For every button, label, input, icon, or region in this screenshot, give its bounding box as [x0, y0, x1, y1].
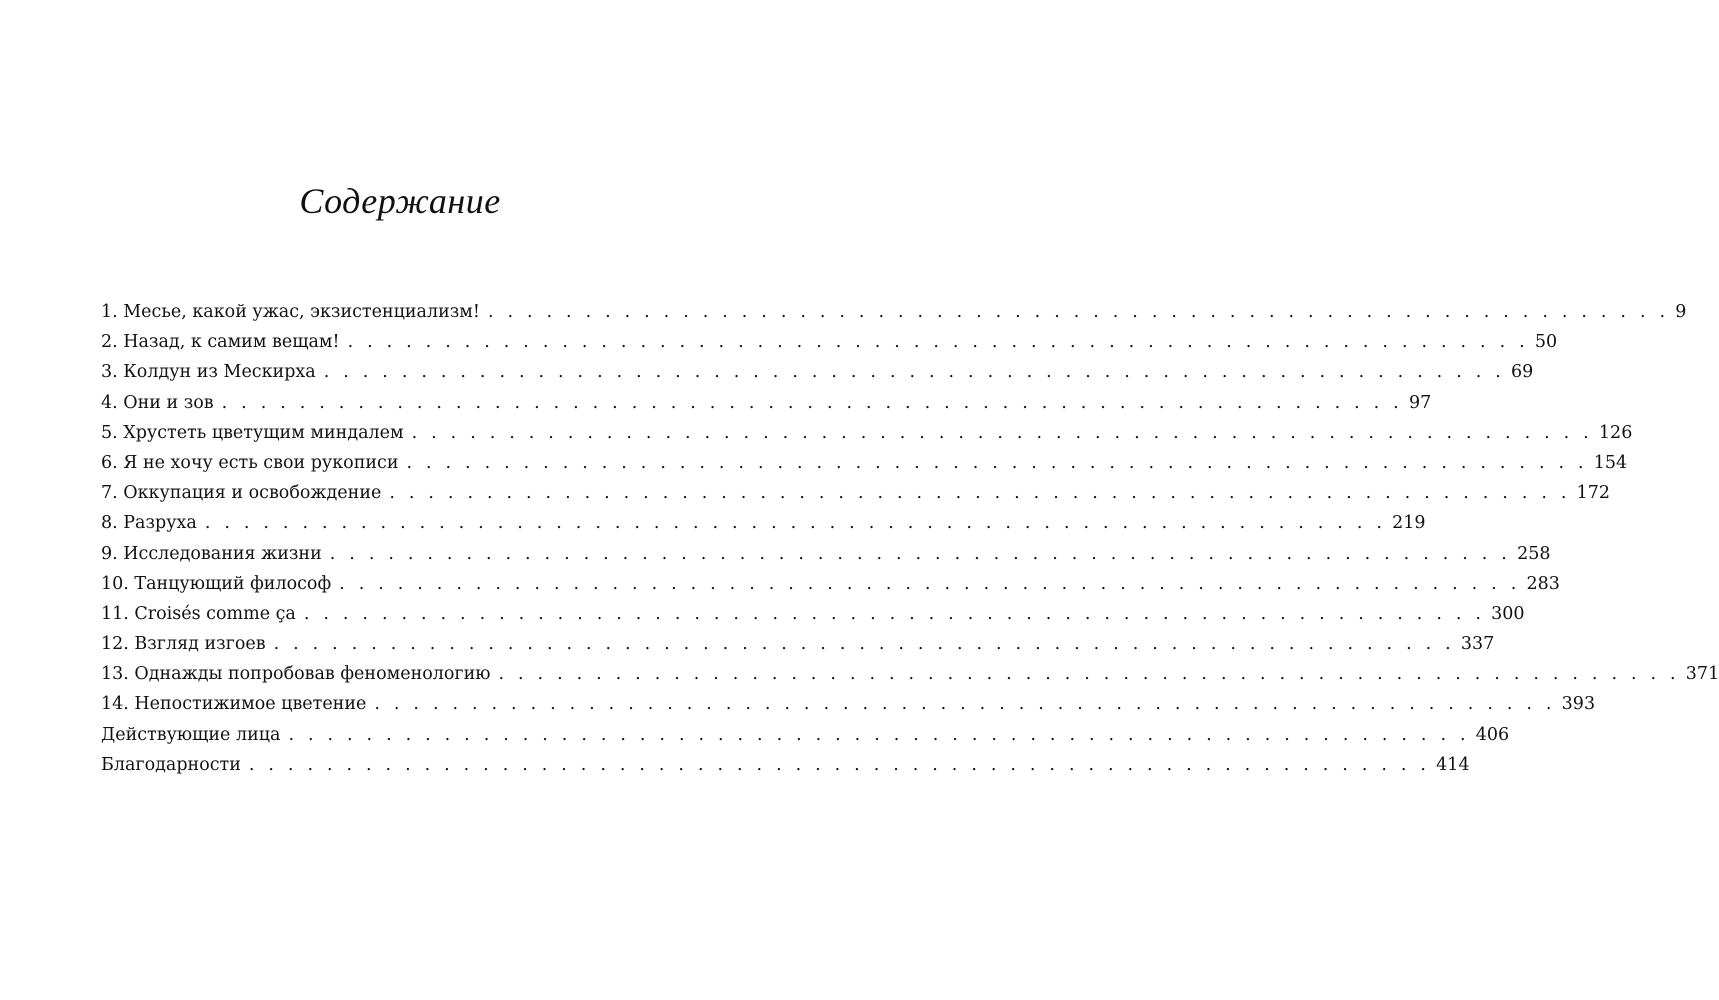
- toc-dot-leader: . . . . . . . . . . . . . . . . . . . . . . . . . . . . . . . . . . . . . . . . . . . . . . . . . . . . . . . . . . . . .: [406, 452, 1588, 473]
- toc-entry-title: 4. Они и зов: [101, 392, 214, 413]
- toc-dot-leader: . . . . . . . . . . . . . . . . . . . . . . . . . . . . . . . . . . . . . . . . . . . . . . . . . . . . . . . . . . . . .: [389, 483, 1571, 504]
- toc-page-number: 97: [1408, 392, 1432, 413]
- toc-entry-title: 5. Хрустеть цветущим миндалем: [101, 422, 404, 443]
- toc-entry: [101, 360, 1534, 390]
- toc-page-number: 69: [1511, 362, 1534, 383]
- toc-entry: [101, 451, 1628, 481]
- toc-dot-leader: . . . . . . . . . . . . . . . . . . . . . . . . . . . . . . . . . . . . . . . . . . . . . . . . . . . . . . . . . . . . .: [498, 664, 1680, 685]
- toc-entry: [101, 421, 1633, 451]
- toc-dot-leader: . . . . . . . . . . . . . . . . . . . . . . . . . . . . . . . . . . . . . . . . . . . . . . . . . . . . . . . . . . . . .: [303, 603, 1486, 624]
- toc-dot-leader: . . . . . . . . . . . . . . . . . . . . . . . . . . . . . . . . . . . . . . . . . . . . . . . . . . . . . . . . . . . . .: [204, 513, 1387, 534]
- toc-dot-leader: . . . . . . . . . . . . . . . . . . . . . . . . . . . . . . . . . . . . . . . . . . . . . . . . . . . . . . . . . . . . .: [221, 392, 1403, 413]
- toc-entry: [101, 753, 1470, 783]
- toc-page-number: 414: [1436, 754, 1470, 775]
- toc-page-number: 9: [1675, 302, 1687, 322]
- toc-page-number: 172: [1576, 483, 1611, 504]
- toc-page-number: 337: [1460, 634, 1495, 655]
- toc-entry: [101, 662, 1719, 692]
- toc-dot-leader: . . . . . . . . . . . . . . . . . . . . . . . . . . . . . . . . . . . . . . . . . . . . . . . . . . . . . . . . . . . . .: [374, 694, 1556, 715]
- toc-dot-leader: . . . . . . . . . . . . . . . . . . . . . . . . . . . . . . . . . . . . . . . . . . . . . . . . . . . . . . . . . . . . .: [339, 573, 1521, 594]
- toc-dot-leader: . . . . . . . . . . . . . . . . . . . . . . . . . . . . . . . . . . . . . . . . . . . . . . . . . . . . . . . . . . . . .: [273, 634, 1455, 655]
- toc-page-number: 258: [1517, 543, 1551, 564]
- toc-page-number: 283: [1526, 573, 1560, 594]
- toc-entry-title: 3. Колдун из Мескирха: [101, 362, 316, 383]
- toc-entry-title: Действующие лица: [101, 724, 281, 745]
- toc-dot-leader: . . . . . . . . . . . . . . . . . . . . . . . . . . . . . . . . . . . . . . . . . . . . . . . . . . . . . . . . . . . . .: [323, 362, 1506, 383]
- toc-page-number: 50: [1534, 332, 1558, 353]
- toc-entry: [101, 330, 1558, 360]
- toc-dot-leader: . . . . . . . . . . . . . . . . . . . . . . . . . . . . . . . . . . . . . . . . . . . . . . . . . . . . . . . . . . . . .: [347, 332, 1529, 353]
- toc-page-number: 126: [1598, 422, 1633, 443]
- toc-dot-leader: . . . . . . . . . . . . . . . . . . . . . . . . . . . . . . . . . . . . . . . . . . . . . . . . . . . . . . . . . . . . .: [288, 724, 1470, 745]
- toc-entry-title: Благодарности: [101, 754, 241, 775]
- toc-entry: [101, 481, 1611, 511]
- toc-entry: [101, 300, 1687, 330]
- toc-dot-leader: . . . . . . . . . . . . . . . . . . . . . . . . . . . . . . . . . . . . . . . . . . . . . . . . . . . . . . . . . . . . .: [487, 302, 1670, 322]
- toc-entry-title: 10. Танцующий философ: [101, 573, 332, 594]
- toc-entry-title: 13. Однажды попробовав феноменологию: [101, 664, 491, 685]
- toc-heading: Содержание: [299, 181, 501, 221]
- toc-entry-title: 8. Разруха: [101, 513, 197, 534]
- toc-entry: [101, 572, 1560, 602]
- toc-entry-title: 1. Месье, какой ужас, экзистенциализм!: [101, 302, 480, 322]
- toc-entry-title: 2. Назад, к самим вещам!: [101, 332, 340, 353]
- toc-page-number: 393: [1561, 694, 1596, 715]
- toc-page-number: 371: [1685, 664, 1719, 685]
- toc-entry-title: 7. Оккупация и освобождение: [101, 483, 382, 504]
- toc-entry-title: 12. Взгляд изгоев: [101, 634, 266, 655]
- toc-entry: [101, 632, 1495, 662]
- toc-dot-leader: . . . . . . . . . . . . . . . . . . . . . . . . . . . . . . . . . . . . . . . . . . . . . . . . . . . . . . . . . . . . .: [248, 754, 1431, 775]
- toc-entry: [101, 542, 1551, 572]
- toc-entry-title: 14. Непостижимое цветение: [101, 694, 367, 715]
- toc-entry: [101, 511, 1426, 541]
- toc-entry-title: 9. Исследования жизни: [101, 543, 322, 564]
- toc-entry: [101, 602, 1525, 632]
- toc-list: [101, 300, 1719, 783]
- toc-entry-title: 6. Я не хочу есть свои рукописи: [101, 452, 399, 473]
- toc-dot-leader: . . . . . . . . . . . . . . . . . . . . . . . . . . . . . . . . . . . . . . . . . . . . . . . . . . . . . . . . . . . . .: [411, 422, 1593, 443]
- toc-entry: [101, 692, 1596, 722]
- toc-page-number: 219: [1392, 513, 1426, 534]
- toc-entry-title: 11. Croisés comme ça: [101, 603, 296, 624]
- toc-page-number: 406: [1475, 724, 1510, 745]
- toc-entry: [101, 723, 1510, 753]
- toc-dot-leader: . . . . . . . . . . . . . . . . . . . . . . . . . . . . . . . . . . . . . . . . . . . . . . . . . . . . . . . . . . . . .: [329, 543, 1512, 564]
- toc-page-number: 154: [1593, 452, 1628, 473]
- toc-entry: [101, 391, 1432, 421]
- toc-page-number: 300: [1491, 603, 1525, 624]
